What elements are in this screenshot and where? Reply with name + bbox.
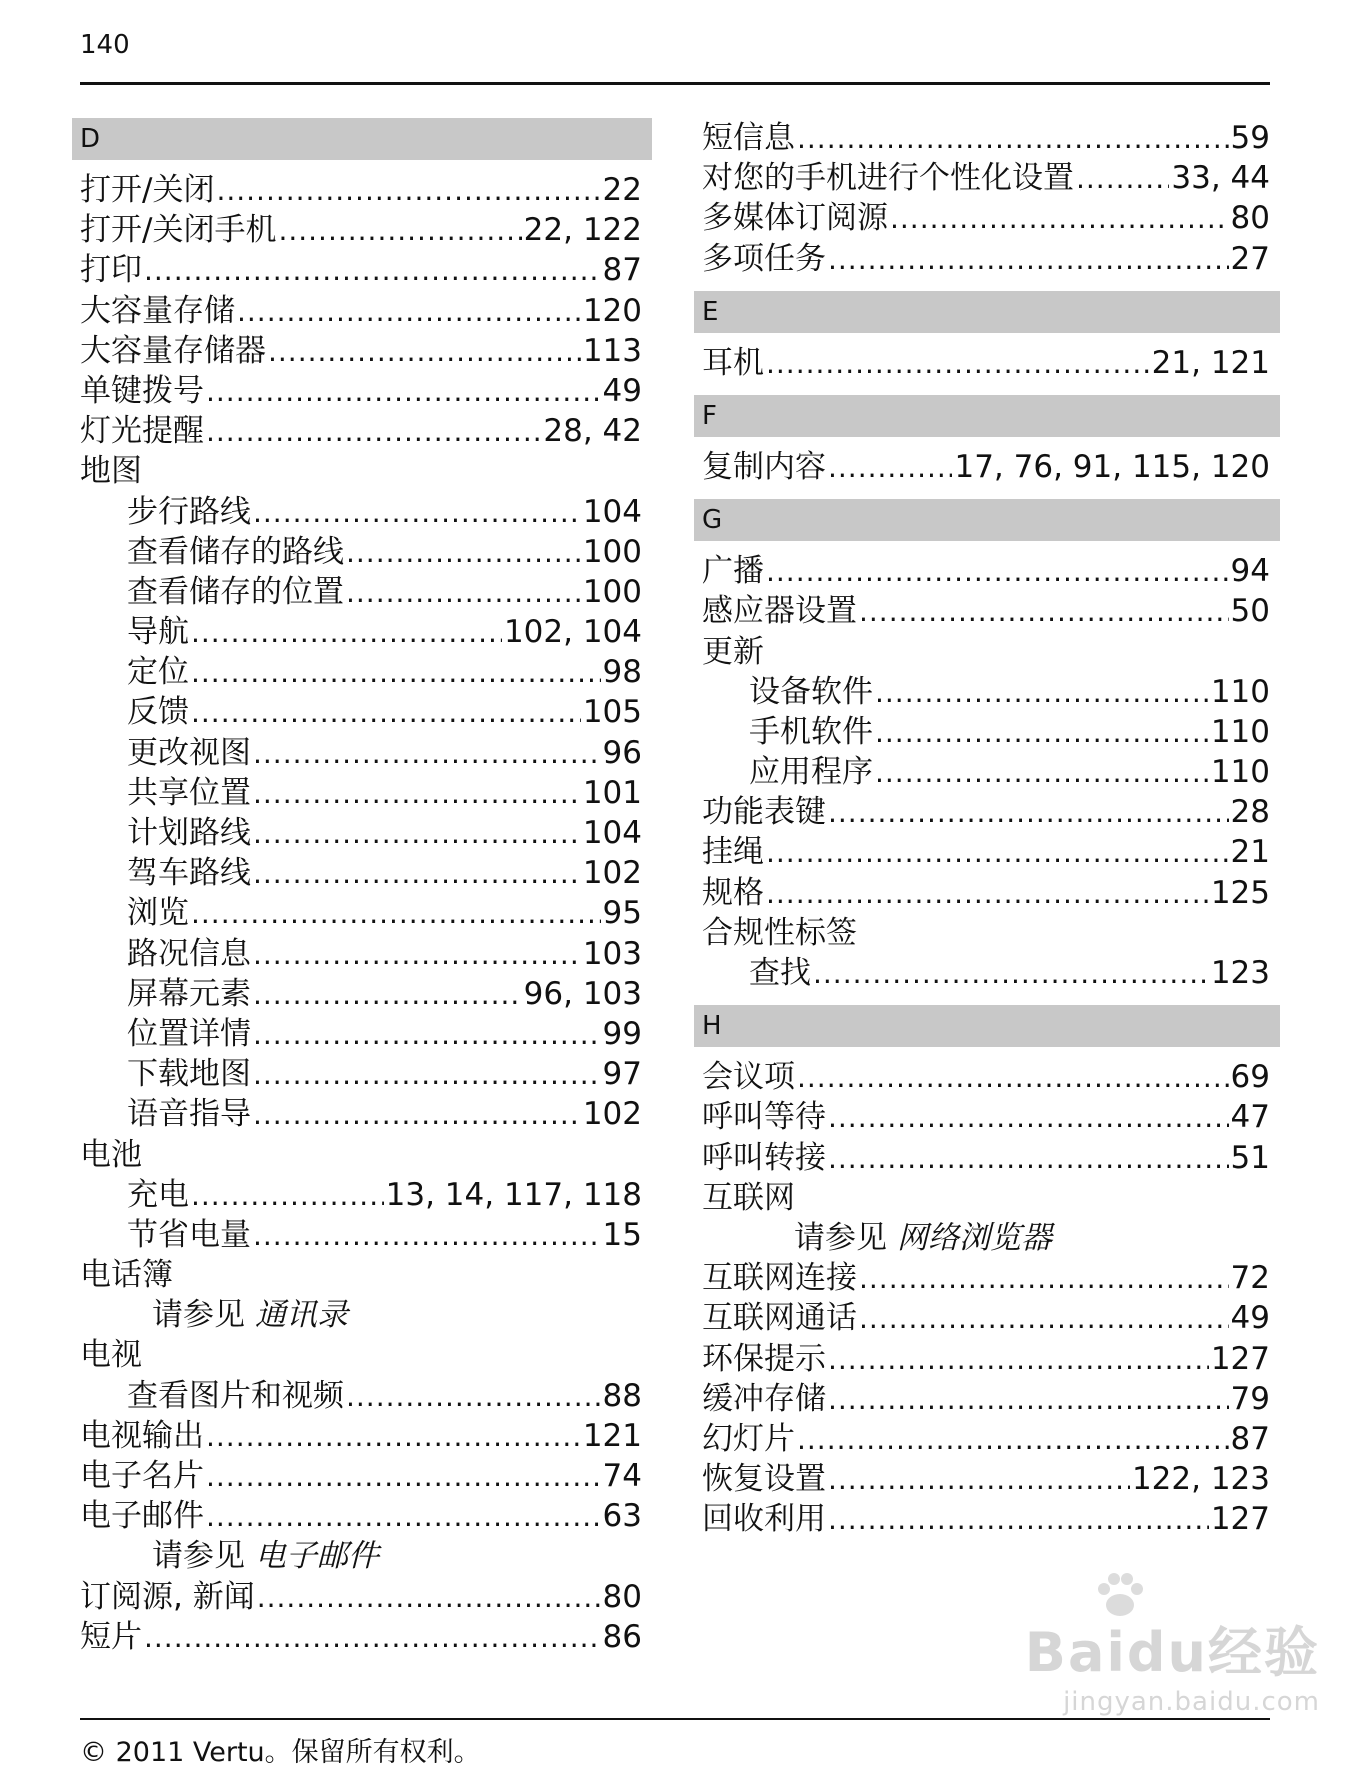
index-subentry: 更改视图 ..... 96 xyxy=(72,733,652,773)
index-entry: 恢复设置 ..... 122, 123 xyxy=(694,1459,1280,1499)
index-entry-group: 电视 xyxy=(80,1337,142,1374)
index-entry: 电视输出 ..... 121 xyxy=(72,1416,652,1456)
index-entry: 大容量存储 ..... 120 xyxy=(72,291,652,331)
index-entry-group: 地图 xyxy=(80,453,142,490)
index-subentry: 反馈 ..... 105 xyxy=(72,692,652,732)
see-also-reference: 请参见 网络浏览器 xyxy=(794,1219,1052,1256)
index-entry: 呼叫等待 ..... 47 xyxy=(694,1097,1280,1137)
index-subentry: 驾车路线 ..... 102 xyxy=(72,853,652,893)
index-subentry: 定位 ..... 98 xyxy=(72,652,652,692)
paw-icon xyxy=(1090,1565,1150,1625)
section-header-e: E xyxy=(694,291,1280,333)
section-header-f: F xyxy=(694,395,1280,437)
index-entry: 短片 ..... 86 xyxy=(72,1617,652,1657)
index-entry: 电子邮件 ..... 63 xyxy=(72,1496,652,1536)
index-entry: 互联网通话 ..... 49 xyxy=(694,1298,1280,1338)
index-subentry: 节省电量 ..... 15 xyxy=(72,1215,652,1255)
index-subentry: 查看储存的位置 ..... 100 xyxy=(72,572,652,612)
index-subentry: 共享位置 ..... 101 xyxy=(72,773,652,813)
index-entry-group: 互联网 xyxy=(702,1179,795,1216)
index-entry: 对您的手机进行个性化设置 ..... 33, 44 xyxy=(694,158,1280,198)
index-subentry: 下载地图 ..... 97 xyxy=(72,1054,652,1094)
index-entry: 打开/关闭手机 ..... 22, 122 xyxy=(72,210,652,250)
section-header-h: H xyxy=(694,1005,1280,1047)
index-entry: 缓冲存储 ..... 79 xyxy=(694,1379,1280,1419)
index-entry: 挂绳 ..... 21 xyxy=(694,832,1280,872)
index-entry: 大容量存储器 ..... 113 xyxy=(72,331,652,371)
index-entry: 感应器设置 ..... 50 xyxy=(694,591,1280,631)
index-entry: 灯光提醒 ..... 28, 42 xyxy=(72,411,652,451)
index-subentry: 语音指导 ..... 102 xyxy=(72,1094,652,1134)
index-entry: 单键拨号 ..... 49 xyxy=(72,371,652,411)
index-column-left xyxy=(72,118,652,1657)
index-subentry: 计划路线 ..... 104 xyxy=(72,813,652,853)
header-rule xyxy=(80,82,1270,85)
index-entry: 打开/关闭 ..... 22 xyxy=(72,170,652,210)
page-number: 140 xyxy=(80,30,130,60)
watermark-url: jingyan.baidu.com xyxy=(1063,1687,1320,1717)
index-entry: 互联网连接 ..... 72 xyxy=(694,1258,1280,1298)
index-entry-group: 更新 xyxy=(702,633,764,670)
index-subentry: 导航 ..... 102, 104 xyxy=(72,612,652,652)
footer-rule xyxy=(80,1718,1270,1720)
index-subentry: 查看储存的路线 ..... 100 xyxy=(72,532,652,572)
copyright-footer: © 2011 Vertu。保留所有权利。 xyxy=(80,1737,481,1768)
index-entry: 复制内容 ..... 17, 76, 91, 115, 120 xyxy=(694,447,1280,487)
index-entry: 电子名片 ..... 74 xyxy=(72,1456,652,1496)
index-entry: 功能表键 ..... 28 xyxy=(694,792,1280,832)
index-subentry: 屏幕元素 ..... 96, 103 xyxy=(72,974,652,1014)
watermark xyxy=(1020,1610,1320,1730)
index-entry: 短信息 ..... 59 xyxy=(694,118,1280,158)
index-entry-group: 电话簿 xyxy=(80,1257,173,1294)
index-subentry: 查找 ..... 123 xyxy=(694,953,1280,993)
index-entry: 规格 ..... 125 xyxy=(694,873,1280,913)
index-subentry: 充电 ..... 13, 14, 117, 118 xyxy=(72,1175,652,1215)
index-subentry: 应用程序 ..... 110 xyxy=(694,752,1280,792)
index-entry: 多媒体订阅源 ..... 80 xyxy=(694,198,1280,238)
watermark-logo-text: Baidu经验 xyxy=(1024,1621,1320,1684)
index-entry: 耳机 ..... 21, 121 xyxy=(694,343,1280,383)
index-entry: 广播 ..... 94 xyxy=(694,551,1280,591)
index-subentry: 手机软件 ..... 110 xyxy=(694,712,1280,752)
index-subentry: 设备软件 ..... 110 xyxy=(694,672,1280,712)
see-also-reference: 请参见 电子邮件 xyxy=(152,1538,379,1575)
index-entry-group: 电池 xyxy=(80,1136,142,1173)
index-entry-group: 合规性标签 xyxy=(702,914,857,951)
index-entry: 回收利用 ..... 127 xyxy=(694,1499,1280,1539)
index-column-right xyxy=(694,118,1280,1539)
section-header-d: D xyxy=(72,118,652,160)
index-entry: 打印 ..... 87 xyxy=(72,250,652,290)
index-subentry: 浏览 ..... 95 xyxy=(72,893,652,933)
index-subentry: 路况信息 ..... 103 xyxy=(72,934,652,974)
index-entry: 环保提示 ..... 127 xyxy=(694,1339,1280,1379)
index-subentry: 查看图片和视频 ..... 88 xyxy=(72,1376,652,1416)
index-entry: 呼叫转接 ..... 51 xyxy=(694,1138,1280,1178)
see-also-reference: 请参见 通讯录 xyxy=(152,1297,348,1334)
index-subentry: 位置详情 ..... 99 xyxy=(72,1014,652,1054)
index-subentry: 步行路线 ..... 104 xyxy=(72,492,652,532)
index-entry: 幻灯片 ..... 87 xyxy=(694,1419,1280,1459)
index-entry: 多项任务 ..... 27 xyxy=(694,239,1280,279)
index-entry: 订阅源, 新闻 ..... 80 xyxy=(72,1577,652,1617)
section-header-g: G xyxy=(694,499,1280,541)
index-entry: 会议项 ..... 69 xyxy=(694,1057,1280,1097)
